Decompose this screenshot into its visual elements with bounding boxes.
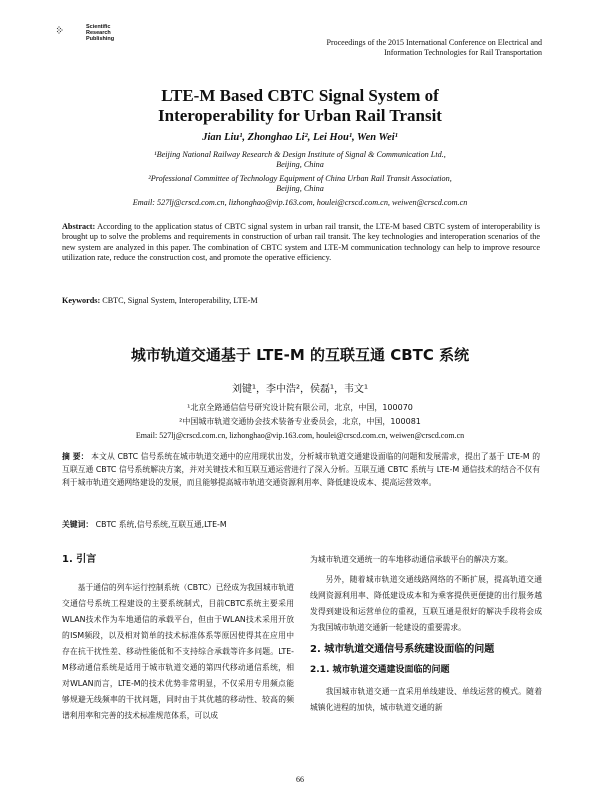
chinese-affiliation-2: ²中国城市轨道交通协会技术装备专业委员会，北京，中国，100081 [179,417,421,426]
paragraph: 另外，随着城市轨道交通线路网络的不断扩展，提高轨道交通线网资源利用率、降低建设成本和为乘客提供更便捷的出行服务越发得到建设和运营单位的重视，互联互通是很好的解决手段将会成为我国城市轨道交通新一轮建设的重要需求。 [310,575,542,632]
chinese-keywords [62,518,540,531]
publisher-name [86,24,114,42]
paragraph: 我国城市轨道交通一直采用单线建设、单线运营的模式。随着城镇化进程的加快，城市轨道交通的新 [310,687,542,712]
abstract-text: According to the application status of CBTC signal system in urban rail transit, the LTE-M based CBTC system of interoperability is brought up to solve the problems and requirements in construction of urban rail transit. The key technologies and interoperation scenarios of the new system are analyzed in this paper. The combination of CBTC system and LTE-M communication technology can help to improve resource utilization rate, reduce the construction cost, and promote the operative efficiency. [62,222,540,263]
paragraph: 为城市轨道交通统一的车地移动通信承载平台的解决方案。 [310,555,513,564]
affiliation-line: Beijing, China [276,160,324,169]
abstract [62,222,540,264]
page-number: 66 [296,775,304,784]
publisher-logo-icon [56,20,86,42]
publisher-line: Scientific [86,24,111,30]
paragraph: 基于通信的列车运行控制系统（CBTC）已经成为我国城市轨道交通信号系统工程建设的主要系统制式，目前CBTC系统主要采用WLAN技术作为车地通信的承载平台，但由于WLAN技术采用开放的ISM频段，以及相对简单的技术标准体系等原因使得其在应用中存在抗干扰性差、移动性能低和不支持综合承载等许多问题。LTE-M移动通信系统是适用于城市轨道交通的第四代移动通信系统，相对WLAN而言，LTE-M的技术优势非常明显，不仅采用专用频点能够规避无线频率的干扰问题，同时由于其优越的移动性、较高的频谱利用率和完善的技术标准规范体系，可以成 [62,583,294,720]
chinese-keywords-label: 关键词： [62,520,94,529]
left-column [62,552,294,728]
title-line: LTE-M Based CBTC Signal System of [161,86,439,105]
chinese-abstract-text: 本文从 CBTC 信号系统在城市轨道交通中的应用现状出发，分析城市轨道交通建设面临的问题和发展需求，提出了基于 LTE-M 的互联互通 CBTC 信号系统解决方案，并对关键技术和互联互通运营进行了深入分析。互联互通 CBTC 系统与 LTE-M 通信技术的结合不仅有利于城市轨道交通网络建设的发展，而且能够提高城市轨道交通资源利用率、降低建设成本、提高运营效率。 [62,452,540,487]
publisher-line: Publishing [86,36,115,42]
section-2-heading: 2. 城市轨道交通信号系统建设面临的问题 [310,644,495,655]
section-2-1-heading: 2.1. 城市轨道交通建设面临的问题 [310,665,450,675]
title-line: Interoperability for Urban Rail Transit [158,106,442,125]
right-column [310,552,542,720]
author-emails: Email: 527lj@crscd.com.cn, lizhonghao@vip.163.com, houlei@crscd.com.cn, weiwen@crscd.com.cn [132,198,468,207]
conference-line: Information Technologies for Rail Transportation [384,48,542,57]
abstract-label: Abstract: [62,222,96,231]
affiliation-line: ²Professional Committee of Technology Equipment of China Urban Rail Transit Association, [148,174,452,183]
affiliation-2 [40,174,560,194]
chinese-title: 城市轨道交通基于 LTE-M 的互联互通 CBTC 系统 [130,346,470,364]
chinese-abstract [62,450,540,489]
publisher-line: Research [86,30,111,36]
keywords [62,296,540,306]
affiliation-1 [40,150,560,170]
chinese-abstract-label: 摘 要： [62,452,89,461]
chinese-authors: 刘键¹，李中浩²，侯磊¹，韦文¹ [231,384,369,395]
chinese-keywords-text: CBTC 系统,信号系统,互联互通,LTE-M [95,520,227,529]
author-list: Jian Liu¹, Zhonghao Li², Lei Hou¹, Wen Wei¹ [202,132,398,143]
paper-title [40,86,560,126]
conference-line: Proceedings of the 2015 International Conference on Electrical and [326,38,542,47]
conference-header [212,38,542,58]
affiliation-line: Beijing, China [276,184,324,193]
chinese-affiliation-1: ¹北京全路通信信号研究设计院有限公司，北京，中国，100070 [187,403,413,412]
section-1-heading: 1. 引言 [62,554,97,565]
affiliation-line: ¹Beijing National Railway Research & Design Institute of Signal & Communication Ltd., [154,150,446,159]
keywords-text: CBTC, Signal System, Interoperability, LTE-M [102,296,258,305]
keywords-label: Keywords: [62,296,101,305]
chinese-emails: Email: 527lj@crscd.com.cn, lizhonghao@vip.163.com, houlei@crscd.com.cn, weiwen@crscd.com.cn [135,431,465,440]
